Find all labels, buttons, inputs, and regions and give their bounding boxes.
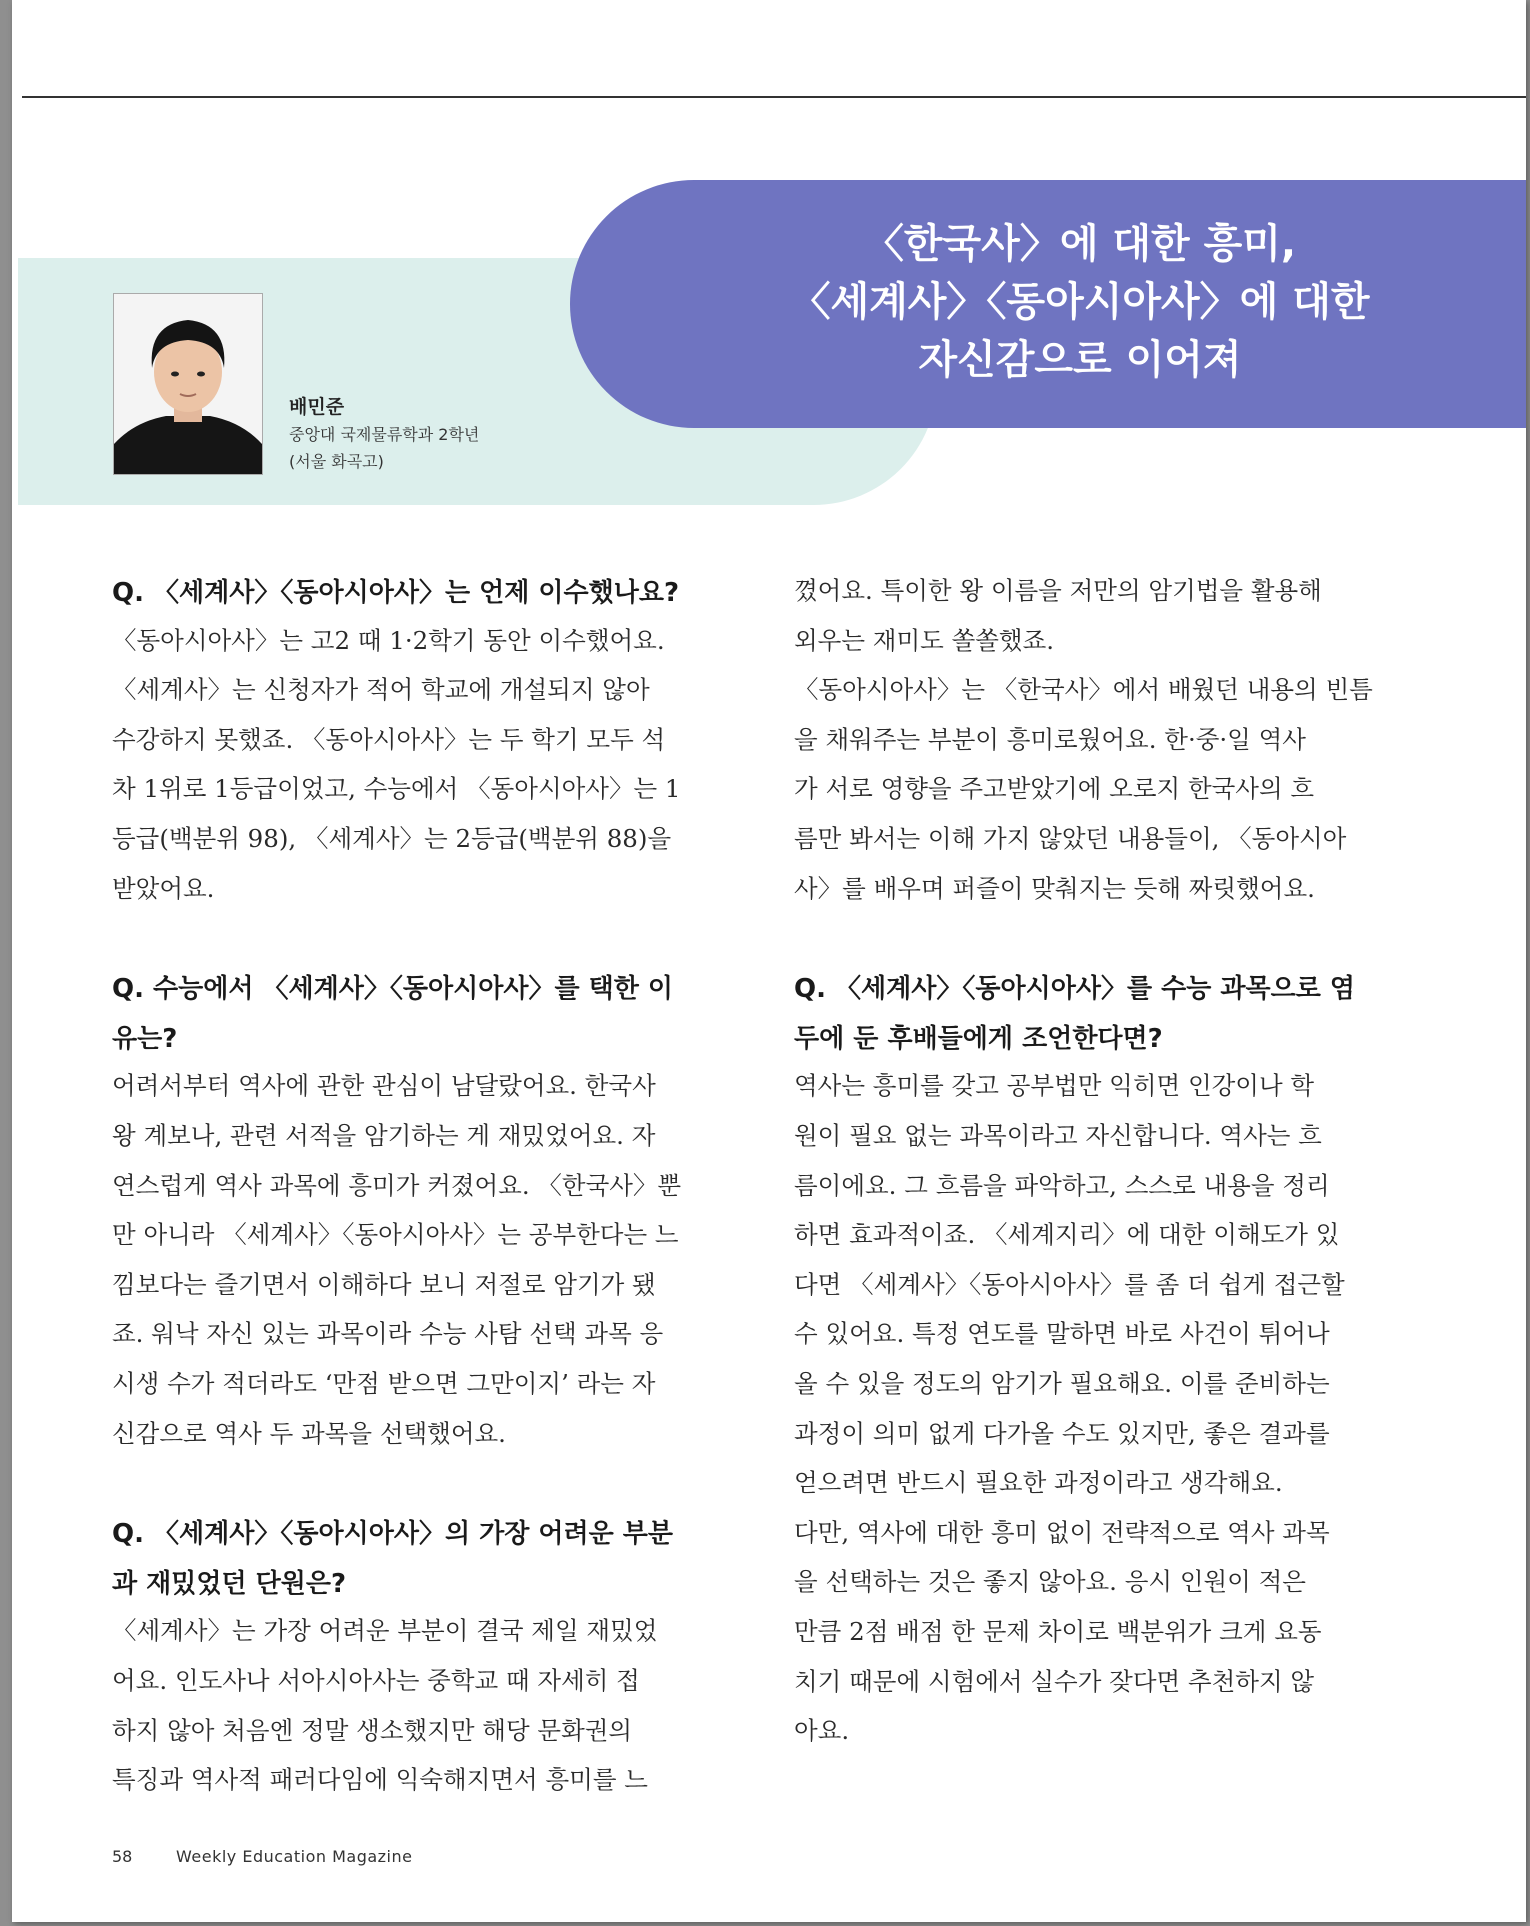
answer-text-line: 시생 수가 적더라도 ‘만점 받으면 그만이지’ 라는 자 — [112, 1369, 656, 1398]
banner-title-line: 자신감으로 이어져 — [918, 337, 1242, 383]
answer-text-line: 가 서로 영향을 주고받았기에 오로지 한국사의 흐 — [794, 774, 1315, 804]
top-rule — [22, 96, 1526, 98]
answer-text-line: 죠. 워낙 자신 있는 과목이라 수능 사탐 선택 과목 응 — [112, 1319, 664, 1349]
interviewee-name: 배민준 — [289, 396, 345, 418]
answer-text-line: 어려서부터 역사에 관한 관심이 남달랐어요. 한국사 — [112, 1071, 656, 1101]
answer-text-line: 올 수 있을 정도의 암기가 필요해요. 이를 준비하는 — [794, 1369, 1330, 1398]
question-heading: Q. 〈세계사〉〈동아시아사〉의 가장 어려운 부분 — [112, 1519, 674, 1550]
question-heading: Q. 수능에서 〈세계사〉〈동아시아사〉를 택한 이 — [112, 974, 674, 1005]
answer-text-line: 신감으로 역사 두 과목을 선택했어요. — [112, 1418, 506, 1448]
banner-title-line: 〈한국사〉에 대한 흥미, — [863, 221, 1297, 267]
answer-text-line: 왕 계보나, 관련 서적을 암기하는 게 재밌었어요. 자 — [112, 1121, 656, 1150]
answer-text-line: 하지 않아 처음엔 정말 생소했지만 해당 문화권의 — [112, 1715, 633, 1745]
question-heading: 유는? — [112, 1023, 178, 1054]
answer-text-line: 아요. — [794, 1716, 850, 1746]
banner-title-line: 〈세계사〉〈동아시아사〉에 대한 — [790, 279, 1370, 325]
question-heading: Q. 〈세계사〉〈동아시아사〉를 수능 과목으로 염 — [794, 974, 1356, 1005]
magazine-name: Weekly Education Magazine — [176, 1847, 413, 1866]
answer-text-line: 〈동아시아사〉는 고2 때 1·2학기 동안 이수했어요. — [112, 625, 665, 655]
answer-text-line: 하면 효과적이죠. 〈세계지리〉에 대한 이해도가 있 — [794, 1220, 1340, 1250]
interviewee-school: 중앙대 국제물류학과 2학년 — [289, 425, 480, 444]
title-banner — [570, 180, 1526, 428]
answer-text-line: 름이에요. 그 흐름을 파악하고, 스스로 내용을 정리 — [794, 1170, 1330, 1200]
question-heading: 과 재밌었던 단원은? — [112, 1568, 347, 1599]
answer-text-line: 원이 필요 없는 과목이라고 자신합니다. 역사는 흐 — [794, 1121, 1322, 1150]
answer-text-line: 특징과 역사적 패러다임에 익숙해지면서 흥미를 느 — [112, 1765, 648, 1795]
answer-text-line: 름만 봐서는 이해 가지 않았던 내용들이, 〈동아시아 — [794, 824, 1347, 853]
question-heading: 두에 둔 후배들에게 조언한다면? — [794, 1023, 1163, 1054]
answer-text-line: 다만, 역사에 대한 흥미 없이 전략적으로 역사 과목 — [794, 1517, 1330, 1547]
answer-text-line: 낌보다는 즐기면서 이해하다 보니 저절로 암기가 됐 — [112, 1269, 656, 1299]
answer-text-line: 어요. 인도사나 서아시아사는 중학교 때 자세히 접 — [112, 1666, 640, 1695]
answer-text-line: 치기 때문에 시험에서 실수가 잦다면 추천하지 않 — [794, 1666, 1315, 1696]
interviewee-highschool: (서울 화곡고) — [289, 452, 384, 471]
answer-text-line: 등급(백분위 98), 〈세계사〉는 2등급(백분위 88)을 — [112, 824, 672, 853]
answer-text-line: 〈세계사〉는 신청자가 적어 학교에 개설되지 않아 — [112, 675, 650, 705]
answer-text-line: 을 선택하는 것은 좋지 않아요. 응시 인원이 적은 — [794, 1567, 1306, 1597]
answer-text-line: 만 아니라 〈세계사〉〈동아시아사〉는 공부한다는 느 — [112, 1220, 679, 1250]
answer-text-line: 얻으려면 반드시 필요한 과정이라고 생각해요. — [794, 1468, 1283, 1498]
answer-text-line: 만큼 2점 배점 한 문제 차이로 백분위가 크게 요동 — [794, 1617, 1322, 1646]
portrait-image — [114, 294, 262, 474]
answer-text-line: 수강하지 못했죠. 〈동아시아사〉는 두 학기 모두 석 — [112, 724, 666, 754]
answer-text-line: 차 1위로 1등급이었고, 수능에서 〈동아시아사〉는 1 — [112, 774, 681, 804]
magazine-page — [12, 0, 1526, 1922]
answer-text-line: 연스럽게 역사 과목에 흥미가 커졌어요. 〈한국사〉뿐 — [112, 1170, 682, 1200]
answer-text-line: 수 있어요. 특정 연도를 말하면 바로 사건이 튀어나 — [794, 1319, 1330, 1349]
answer-text-line: 〈동아시아사〉는 〈한국사〉에서 배웠던 내용의 빈틈 — [794, 675, 1373, 705]
answer-text-line: 역사는 흥미를 갖고 공부법만 익히면 인강이나 학 — [794, 1071, 1315, 1101]
page-number: 58 — [112, 1847, 133, 1866]
answer-text-line: 꼈어요. 특이한 왕 이름을 저만의 암기법을 활용해 — [794, 576, 1322, 605]
answer-text-line: 〈세계사〉는 가장 어려운 부분이 결국 제일 재밌었 — [112, 1616, 658, 1646]
answer-text-line: 사〉를 배우며 퍼즐이 맞춰지는 듯해 짜릿했어요. — [794, 873, 1315, 903]
answer-text-line: 과정이 의미 없게 다가올 수도 있지만, 좋은 결과를 — [794, 1418, 1330, 1448]
profile-photo — [113, 293, 263, 475]
answer-text-line: 받았어요. — [112, 873, 215, 903]
question-heading: Q. 〈세계사〉〈동아시아사〉는 언제 이수했나요? — [112, 578, 680, 608]
answer-text-line: 다면 〈세계사〉〈동아시아사〉를 좀 더 쉽게 접근할 — [794, 1269, 1345, 1299]
answer-text-line: 외우는 재미도 쏠쏠했죠. — [794, 625, 1055, 655]
answer-text-line: 을 채워주는 부분이 흥미로웠어요. 한·중·일 역사 — [794, 724, 1306, 754]
